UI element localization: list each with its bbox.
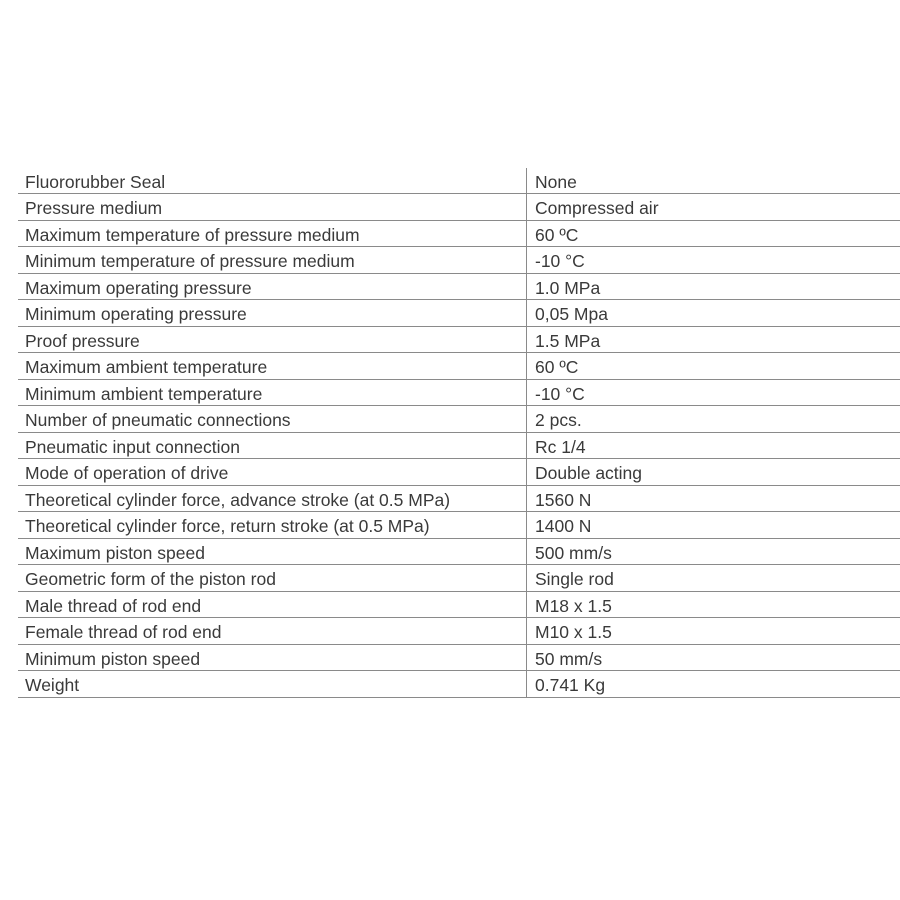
table-row [18, 592, 900, 619]
table-row [18, 221, 900, 248]
spec-name: Number of pneumatic connections [25, 410, 291, 430]
table-row [18, 539, 900, 566]
spec-table [18, 168, 900, 698]
table-row [18, 565, 900, 592]
spec-name: Proof pressure [25, 330, 140, 351]
table-row [18, 433, 900, 460]
spec-name: Minimum ambient temperature [25, 383, 263, 404]
spec-name: Minimum operating pressure [25, 304, 247, 324]
table-row [18, 671, 900, 698]
spec-value: M18 x 1.5 [526, 592, 900, 618]
spec-name: Geometric form of the piston rod [25, 569, 276, 589]
spec-value: 0.741 Kg [526, 671, 900, 697]
spec-name: Female thread of rod end [25, 622, 222, 642]
table-row [18, 168, 900, 194]
spec-value: 60 ºC [526, 353, 900, 379]
spec-name: Maximum piston speed [25, 542, 205, 563]
spec-value: Compressed air [526, 194, 900, 220]
spec-value: 1560 N [526, 486, 900, 512]
spec-value: 50 mm/s [526, 645, 900, 671]
table-row [18, 353, 900, 380]
spec-name: Minimum piston speed [25, 648, 201, 669]
spec-name: Mode of operation of drive [25, 463, 229, 483]
spec-value: 0,05 Mpa [526, 300, 900, 326]
table-row [18, 486, 900, 513]
table-row [18, 618, 900, 645]
spec-value: M10 x 1.5 [526, 618, 900, 644]
table-row [18, 247, 900, 274]
table-row [18, 645, 900, 672]
spec-value: 2 pcs. [526, 406, 900, 432]
table-row [18, 327, 900, 354]
spec-value: Single rod [526, 565, 900, 591]
spec-value: Double acting [526, 459, 900, 485]
table-row [18, 300, 900, 327]
spec-name: Fluororubber Seal [25, 172, 166, 192]
spec-name: Theoretical cylinder force, return stroke (at 0.5 MPa) [25, 516, 430, 536]
table-row [18, 274, 900, 301]
spec-name: Pressure medium [25, 198, 163, 218]
spec-value: 1.5 MPa [526, 327, 900, 353]
spec-name: Maximum ambient temperature [25, 357, 268, 377]
spec-value: 500 mm/s [526, 539, 900, 565]
spec-value: -10 °C [526, 380, 900, 406]
table-row [18, 512, 900, 539]
spec-name: Theoretical cylinder force, advance stroke (at 0.5 MPa) [25, 489, 451, 510]
table-row [18, 194, 900, 221]
table-row [18, 459, 900, 486]
table-row [18, 406, 900, 433]
spec-value: 1.0 MPa [526, 274, 900, 300]
spec-value: -10 °C [526, 247, 900, 273]
spec-name: Male thread of rod end [25, 595, 202, 616]
spec-name: Maximum operating pressure [25, 277, 252, 298]
spec-value: 1400 N [526, 512, 900, 538]
spec-value: None [526, 168, 900, 193]
spec-value: Rc 1/4 [526, 433, 900, 459]
spec-name: Maximum temperature of pressure medium [25, 224, 360, 245]
spec-name: Pneumatic input connection [25, 436, 240, 457]
spec-name: Minimum temperature of pressure medium [25, 251, 355, 271]
spec-name: Weight [25, 675, 80, 695]
spec-value: 60 ºC [526, 221, 900, 247]
table-row [18, 380, 900, 407]
